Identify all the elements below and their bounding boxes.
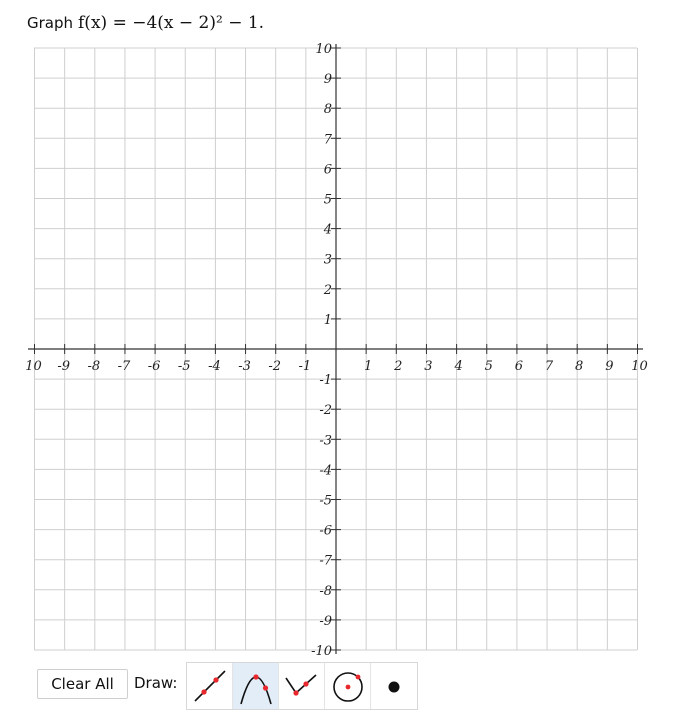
- draw-tool-group: [186, 662, 418, 710]
- y-tick-label: -6: [319, 523, 332, 539]
- x-tick-label: -2: [268, 359, 282, 374]
- draw-label: Draw:: [134, 674, 178, 692]
- x-tick-label: -9: [57, 359, 70, 374]
- y-tick-label: 9: [323, 72, 332, 88]
- axes: [28, 44, 643, 654]
- prompt-prefix: Graph: [27, 14, 74, 32]
- y-tick-label: -1: [319, 373, 332, 389]
- x-tick-label: 4: [454, 359, 463, 374]
- y-tick-label: 5: [323, 192, 332, 208]
- x-tick-label: -8: [87, 359, 101, 374]
- clear-all-button[interactable]: Clear All: [37, 669, 128, 699]
- absolute-value-icon: [282, 666, 322, 706]
- x-tick-label: -4: [208, 359, 221, 374]
- y-tick-label: -8: [319, 583, 332, 599]
- x-tick-label: -3: [238, 359, 251, 374]
- y-tick-label: -9: [319, 613, 332, 629]
- x-tick-label: -1: [298, 359, 312, 374]
- x-tick-label: 10: [631, 359, 648, 374]
- circle-tool[interactable]: [325, 663, 371, 709]
- absolute-value-tool[interactable]: [279, 663, 325, 709]
- x-tick-label: 6: [514, 359, 524, 374]
- y-tick-label: -3: [319, 433, 332, 449]
- line-tool[interactable]: [187, 663, 233, 709]
- x-tick-label: 1: [364, 359, 373, 374]
- y-tick-label: 4: [323, 222, 332, 238]
- x-tick-label: 5: [484, 359, 493, 374]
- y-tick-label: -7: [319, 553, 332, 569]
- circle-icon: [328, 666, 368, 706]
- y-tick-label: 2: [323, 282, 332, 298]
- x-tick-label: 9: [605, 359, 614, 374]
- y-tick-label: 1: [323, 312, 332, 328]
- y-tick-label: -2: [319, 403, 332, 419]
- y-tick-label: 8: [323, 102, 332, 118]
- parabola-tool[interactable]: [233, 663, 279, 709]
- x-tick-label: 8: [575, 359, 584, 374]
- y-tick-label: 7: [323, 132, 332, 148]
- x-tick-label: -5: [177, 359, 191, 374]
- y-tick-label: -4: [319, 463, 332, 479]
- x-tick-label: 7: [544, 359, 554, 374]
- x-tick-label: 10: [25, 359, 42, 374]
- y-tick-label: 6: [323, 162, 332, 178]
- x-tick-label: -6: [147, 359, 161, 374]
- x-tick-label: -7: [117, 359, 131, 374]
- y-tick-label: -5: [319, 493, 332, 509]
- y-tick-label: 3: [323, 252, 332, 268]
- point-icon: [374, 666, 414, 706]
- line-icon: [190, 666, 230, 706]
- x-tick-label: 3: [424, 359, 433, 374]
- parabola-icon: [236, 666, 276, 706]
- function-expression: f(x) = −4(x − 2)² − 1.: [78, 13, 265, 33]
- point-tool[interactable]: [371, 663, 417, 709]
- y-tick-label: 10: [315, 42, 332, 57]
- y-axis-labels: [311, 42, 333, 659]
- y-tick-label: -10: [311, 644, 332, 659]
- x-tick-label: 2: [394, 359, 403, 374]
